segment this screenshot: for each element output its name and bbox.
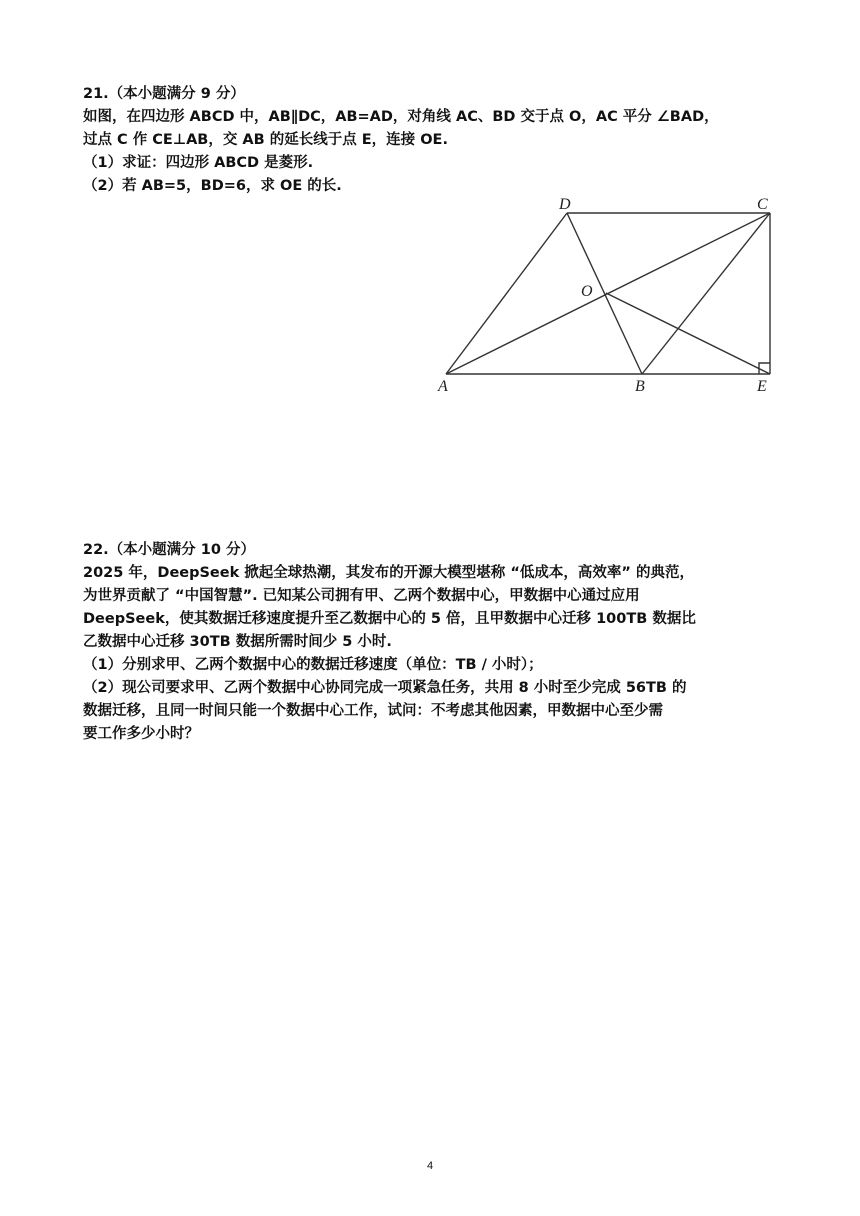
label-O: O: [581, 283, 593, 300]
label-B: B: [635, 378, 645, 395]
q22-text-line-1: 2025 年，DeepSeek 掀起全球热潮，其发布的开源大模型堪称 “低成本，高效率” 的典范，: [83, 565, 694, 581]
q21-text-line-2: 过点 C 作 CE⊥AB，交 AB 的延长线于点 E，连接 OE.: [83, 132, 448, 148]
q22-text-line-2: 为世界贡献了 “中国智慧”. 已知某公司拥有甲、乙两个数据中心，甲数据中心通过应用: [83, 588, 640, 604]
q22-part-2-line-3: 要工作多少小时？: [83, 726, 199, 742]
right-angle-mark: [759, 363, 770, 374]
label-A: A: [438, 378, 448, 395]
q22-text-line-4: 乙数据中心迁移 30TB 数据所需时间少 5 小时.: [83, 634, 392, 650]
q22-header: 22.（本小题满分 10 分）: [83, 542, 255, 558]
q22-part-2-line-1: （2）现公司要求甲、乙两个数据中心协同完成一项紧急任务，共用 8 小时至少完成 56TB 的: [83, 680, 687, 696]
q21-header: 21.（本小题满分 9 分）: [83, 86, 245, 102]
label-E: E: [757, 378, 767, 395]
segment-BC: [642, 213, 770, 374]
q22-part-1: （1）分别求甲、乙两个数据中心的数据迁移速度（单位：TB / 小时）；: [83, 657, 543, 673]
label-D: D: [559, 196, 571, 213]
segment-OE: [606, 293, 770, 374]
page-number: 4: [426, 1160, 434, 1172]
diagonal-BD: [567, 213, 642, 374]
q21-part-1: （1）求证：四边形 ABCD 是菱形.: [83, 155, 314, 171]
geometry-figure: [432, 192, 792, 402]
q21-text-line-1: 如图，在四边形 ABCD 中，AB∥DC，AB=AD，对角线 AC、BD 交于点 O，AC 平分 ∠BAD，: [83, 109, 719, 125]
segment-AD: [446, 213, 567, 374]
label-C: C: [757, 196, 768, 213]
q22-text-line-3: DeepSeek，使其数据迁移速度提升至乙数据中心的 5 倍，且甲数据中心迁移 100TB 数据比: [83, 611, 696, 627]
q22-part-2-line-2: 数据迁移，且同一时间只能一个数据中心工作，试问：不考虑其他因素，甲数据中心至少需: [83, 703, 663, 719]
q21-part-2: （2）若 AB=5，BD=6，求 OE 的长.: [83, 178, 342, 194]
